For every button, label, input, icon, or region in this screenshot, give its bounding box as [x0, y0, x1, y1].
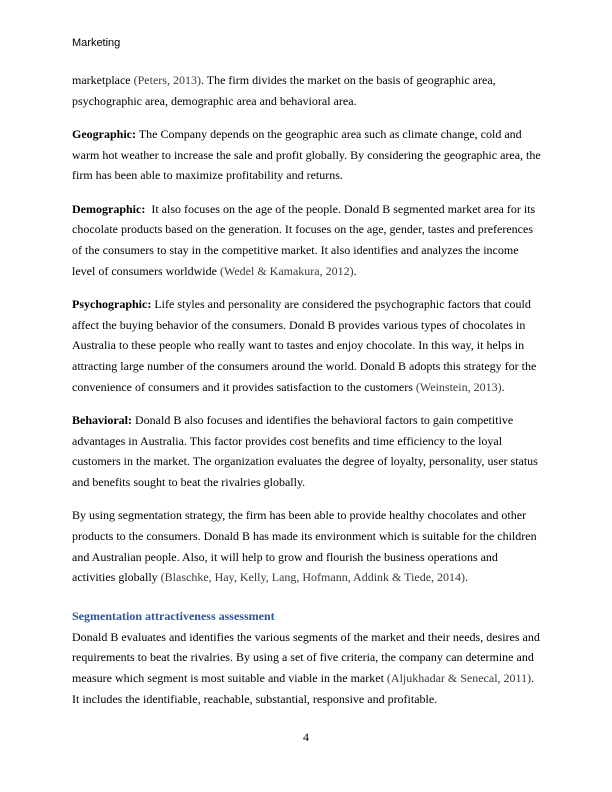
psychographic-paragraph	[72, 294, 542, 398]
segmentation-paragraph	[72, 505, 542, 588]
assessment-paragraph	[72, 627, 542, 710]
intro-paragraph	[72, 70, 542, 111]
psychographic-label: Psychographic:	[72, 296, 152, 311]
geographic-text: The Company depends on the geographic area such as climate change, cold and warm hot weather to increase the sale and profit globally. By considering the geographic area, the firm has been able to maximize profitability and returns.	[72, 126, 541, 183]
segmentation-tail: .	[465, 570, 469, 585]
demographic-label: Demographic:	[72, 201, 146, 216]
citation-wedel-kamakura: (Wedel & Kamakura, 2012)	[219, 263, 354, 278]
citation-aljukhadar-senecal: (Aljukhadar & Senecal, 2011)	[386, 671, 532, 686]
behavioral-label: Behavioral:	[72, 412, 132, 427]
body-content	[72, 70, 542, 722]
intro-tail: . The firm divides the market on the basis of geographic area, psychographic area, demographic area and behavioral area.	[72, 73, 496, 108]
citation-peters: (Peters, 2013)	[133, 73, 201, 87]
section-heading-assessment: Segmentation attractiveness assessment	[72, 608, 275, 623]
geographic-label: Geographic:	[72, 126, 136, 141]
psychographic-tail: .	[501, 379, 505, 394]
segmentation-text: By using segmentation strategy, the firm has been able to provide healthy chocolates and other products to the consumers. Donald B has made its environment which is suitable for the children and Australian people. Also, it will help to grow and flourish the business operations and activities globally	[72, 508, 537, 585]
citation-blaschke: (Blaschke, Hay, Kelly, Lang, Hofmann, Addink & Tiede, 2014)	[160, 570, 466, 585]
demographic-paragraph	[72, 199, 542, 282]
demographic-tail: .	[353, 263, 357, 278]
citation-weinstein: (Weinstein, 2013)	[415, 379, 502, 394]
demographic-text: It also focuses on the age of the people. Donald B segmented market area for its chocolate products based on the generation. It focuses on the age, gender, tastes and preferences of the consumers to stay in the competitive market. It also identifies and analyzes the income level of consumers worldwide	[72, 201, 539, 278]
assessment-tail: . It includes the identifiable, reachable, substantial, responsive and profitable.	[72, 671, 535, 706]
behavioral-text: Donald B also focuses and identifies the behavioral factors to gain competitive advantages in Australia. This factor provides cost benefits and time efficiency to the loyal customers in the market. The organization evaluates the degree of loyalty, personality, user status and benefits sought to beat the rivalries globally.	[72, 412, 538, 489]
intro-text: marketplace	[72, 73, 134, 87]
page-number: 4	[303, 730, 309, 744]
assessment-text: Donald B evaluates and identifies the various segments of the market and their needs, desires and requirements to beat the rivalries. By using a set of five criteria, the company can determine and measure which segment is most suitable and viable in the market	[72, 629, 540, 686]
geographic-paragraph	[72, 124, 542, 186]
behavioral-paragraph	[72, 410, 542, 493]
psychographic-text: Life styles and personality are considered the psychographic factors that could affect the buying behavior of the consumers. Donald B provides various types of chocolates in Australia to these people who really want to tastes and enjoy chocolate. In this way, it helps in attracting large number of the consumers around the world. Donald B adopts this strategy for the convenience of consumers and it provides satisfaction to the customers	[72, 296, 537, 394]
running-header: Marketing	[72, 37, 121, 49]
